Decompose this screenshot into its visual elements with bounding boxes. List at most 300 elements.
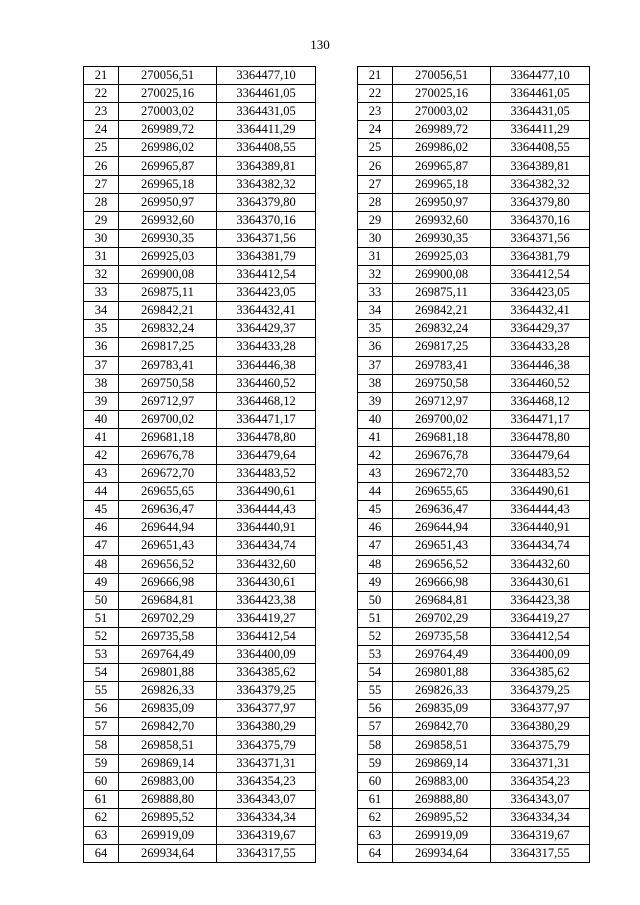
y-coordinate-cell: 3364483,52 <box>491 465 590 483</box>
y-coordinate-cell: 3364385,62 <box>491 664 590 682</box>
point-number-cell: 26 <box>84 157 119 175</box>
table-row <box>358 247 590 265</box>
y-coordinate-cell: 3364460,52 <box>491 374 590 392</box>
x-coordinate-cell: 269934,64 <box>119 845 217 863</box>
point-number-cell: 64 <box>84 845 119 863</box>
x-coordinate-cell: 269681,18 <box>393 428 491 446</box>
x-coordinate-cell: 269666,98 <box>119 573 217 591</box>
table-row <box>84 646 316 664</box>
table-row <box>358 845 590 863</box>
table-row <box>84 211 316 229</box>
x-coordinate-cell: 269989,72 <box>119 121 217 139</box>
table-row <box>84 591 316 609</box>
table-row <box>358 284 590 302</box>
point-number-cell: 24 <box>358 121 393 139</box>
y-coordinate-cell: 3364429,37 <box>491 320 590 338</box>
x-coordinate-cell: 269817,25 <box>119 338 217 356</box>
table-row <box>84 139 316 157</box>
x-coordinate-cell: 269869,14 <box>393 754 491 772</box>
table-row <box>358 266 590 284</box>
y-coordinate-cell: 3364468,12 <box>491 392 590 410</box>
y-coordinate-cell: 3364478,80 <box>217 428 316 446</box>
x-coordinate-cell: 269965,18 <box>119 175 217 193</box>
point-number-cell: 48 <box>358 555 393 573</box>
table-row <box>84 808 316 826</box>
point-number-cell: 52 <box>84 627 119 645</box>
y-coordinate-cell: 3364432,60 <box>217 555 316 573</box>
table-row <box>358 826 590 844</box>
y-coordinate-cell: 3364354,23 <box>217 772 316 790</box>
x-coordinate-cell: 269842,21 <box>119 302 217 320</box>
x-coordinate-cell: 269817,25 <box>393 338 491 356</box>
y-coordinate-cell: 3364371,56 <box>217 229 316 247</box>
y-coordinate-cell: 3364371,31 <box>217 754 316 772</box>
point-number-cell: 62 <box>84 808 119 826</box>
y-coordinate-cell: 3364379,25 <box>491 682 590 700</box>
point-number-cell: 30 <box>358 229 393 247</box>
y-coordinate-cell: 3364319,67 <box>491 826 590 844</box>
point-number-cell: 49 <box>84 573 119 591</box>
point-number-cell: 22 <box>358 85 393 103</box>
table-row <box>358 175 590 193</box>
point-number-cell: 24 <box>84 121 119 139</box>
point-number-cell: 37 <box>358 356 393 374</box>
x-coordinate-cell: 270056,51 <box>119 67 217 85</box>
x-coordinate-cell: 269925,03 <box>119 247 217 265</box>
point-number-cell: 42 <box>84 446 119 464</box>
y-coordinate-cell: 3364371,31 <box>491 754 590 772</box>
point-number-cell: 25 <box>84 139 119 157</box>
table-row <box>358 772 590 790</box>
x-coordinate-cell: 269842,70 <box>119 718 217 736</box>
x-coordinate-cell: 269702,29 <box>393 609 491 627</box>
y-coordinate-cell: 3364375,79 <box>217 736 316 754</box>
table-row <box>358 736 590 754</box>
point-number-cell: 26 <box>358 157 393 175</box>
x-coordinate-cell: 269883,00 <box>119 772 217 790</box>
point-number-cell: 46 <box>358 519 393 537</box>
x-coordinate-cell: 269826,33 <box>119 682 217 700</box>
table-row <box>358 211 590 229</box>
point-number-cell: 49 <box>358 573 393 591</box>
x-coordinate-cell: 269842,21 <box>393 302 491 320</box>
y-coordinate-cell: 3364377,97 <box>217 700 316 718</box>
x-coordinate-cell: 269712,97 <box>393 392 491 410</box>
y-coordinate-cell: 3364382,32 <box>491 175 590 193</box>
y-coordinate-cell: 3364431,05 <box>217 103 316 121</box>
table-row <box>358 718 590 736</box>
y-coordinate-cell: 3364411,29 <box>217 121 316 139</box>
table-row <box>84 157 316 175</box>
table-row <box>358 519 590 537</box>
table-row <box>84 85 316 103</box>
table-row <box>84 609 316 627</box>
point-number-cell: 51 <box>84 609 119 627</box>
point-number-cell: 63 <box>358 826 393 844</box>
y-coordinate-cell: 3364419,27 <box>491 609 590 627</box>
table-row <box>358 229 590 247</box>
x-coordinate-cell: 269986,02 <box>119 139 217 157</box>
point-number-cell: 56 <box>358 700 393 718</box>
table-row <box>358 646 590 664</box>
table-row <box>84 193 316 211</box>
y-coordinate-cell: 3364461,05 <box>491 85 590 103</box>
point-number-cell: 41 <box>84 428 119 446</box>
y-coordinate-cell: 3364370,16 <box>217 211 316 229</box>
point-number-cell: 29 <box>84 211 119 229</box>
table-row <box>84 754 316 772</box>
x-coordinate-cell: 269764,49 <box>393 646 491 664</box>
point-number-cell: 61 <box>84 790 119 808</box>
point-number-cell: 21 <box>84 67 119 85</box>
table-row <box>358 356 590 374</box>
table-row <box>358 374 590 392</box>
table-row <box>84 446 316 464</box>
x-coordinate-cell: 269900,08 <box>119 266 217 284</box>
point-number-cell: 27 <box>358 175 393 193</box>
table-row <box>358 338 590 356</box>
y-coordinate-cell: 3364400,09 <box>491 646 590 664</box>
y-coordinate-cell: 3364412,54 <box>217 627 316 645</box>
point-number-cell: 45 <box>84 501 119 519</box>
x-coordinate-cell: 269883,00 <box>393 772 491 790</box>
point-number-cell: 38 <box>358 374 393 392</box>
x-coordinate-cell: 269672,70 <box>119 465 217 483</box>
point-number-cell: 57 <box>358 718 393 736</box>
point-number-cell: 28 <box>358 193 393 211</box>
x-coordinate-cell: 269764,49 <box>119 646 217 664</box>
point-number-cell: 29 <box>358 211 393 229</box>
point-number-cell: 32 <box>358 266 393 284</box>
point-number-cell: 33 <box>84 284 119 302</box>
coordinates-table-right <box>357 66 590 863</box>
x-coordinate-cell: 269869,14 <box>119 754 217 772</box>
point-number-cell: 38 <box>84 374 119 392</box>
point-number-cell: 60 <box>84 772 119 790</box>
x-coordinate-cell: 269735,58 <box>393 627 491 645</box>
point-number-cell: 43 <box>84 465 119 483</box>
x-coordinate-cell: 269826,33 <box>393 682 491 700</box>
point-number-cell: 42 <box>358 446 393 464</box>
x-coordinate-cell: 269636,47 <box>119 501 217 519</box>
y-coordinate-cell: 3364479,64 <box>491 446 590 464</box>
y-coordinate-cell: 3364434,74 <box>491 537 590 555</box>
table-row <box>358 121 590 139</box>
point-number-cell: 56 <box>84 700 119 718</box>
x-coordinate-cell: 270025,16 <box>119 85 217 103</box>
point-number-cell: 64 <box>358 845 393 863</box>
point-number-cell: 32 <box>84 266 119 284</box>
point-number-cell: 51 <box>358 609 393 627</box>
x-coordinate-cell: 269900,08 <box>393 266 491 284</box>
x-coordinate-cell: 269700,02 <box>119 410 217 428</box>
x-coordinate-cell: 269965,18 <box>393 175 491 193</box>
x-coordinate-cell: 269681,18 <box>119 428 217 446</box>
y-coordinate-cell: 3364446,38 <box>491 356 590 374</box>
y-coordinate-cell: 3364423,38 <box>491 591 590 609</box>
point-number-cell: 58 <box>84 736 119 754</box>
x-coordinate-cell: 269783,41 <box>119 356 217 374</box>
x-coordinate-cell: 269989,72 <box>393 121 491 139</box>
point-number-cell: 34 <box>358 302 393 320</box>
x-coordinate-cell: 269644,94 <box>393 519 491 537</box>
table-row <box>358 428 590 446</box>
x-coordinate-cell: 269651,43 <box>393 537 491 555</box>
y-coordinate-cell: 3364379,80 <box>217 193 316 211</box>
x-coordinate-cell: 270003,02 <box>119 103 217 121</box>
y-coordinate-cell: 3364389,81 <box>217 157 316 175</box>
y-coordinate-cell: 3364412,54 <box>491 266 590 284</box>
x-coordinate-cell: 269895,52 <box>119 808 217 826</box>
y-coordinate-cell: 3364432,41 <box>217 302 316 320</box>
x-coordinate-cell: 269925,03 <box>393 247 491 265</box>
table-row <box>84 845 316 863</box>
point-number-cell: 62 <box>358 808 393 826</box>
table-row <box>358 483 590 501</box>
x-coordinate-cell: 269835,09 <box>119 700 217 718</box>
y-coordinate-cell: 3364385,62 <box>217 664 316 682</box>
table-row <box>84 374 316 392</box>
point-number-cell: 60 <box>358 772 393 790</box>
table-row <box>84 103 316 121</box>
y-coordinate-cell: 3364370,16 <box>491 211 590 229</box>
table-row <box>358 555 590 573</box>
y-coordinate-cell: 3364319,67 <box>217 826 316 844</box>
table-row <box>358 537 590 555</box>
table-row <box>84 627 316 645</box>
table-row <box>84 247 316 265</box>
point-number-cell: 27 <box>84 175 119 193</box>
y-coordinate-cell: 3364446,38 <box>217 356 316 374</box>
y-coordinate-cell: 3364343,07 <box>217 790 316 808</box>
point-number-cell: 43 <box>358 465 393 483</box>
point-number-cell: 34 <box>84 302 119 320</box>
table-row <box>84 573 316 591</box>
y-coordinate-cell: 3364440,91 <box>491 519 590 537</box>
table-row <box>84 175 316 193</box>
table-row <box>84 555 316 573</box>
table-row <box>84 736 316 754</box>
y-coordinate-cell: 3364430,61 <box>217 573 316 591</box>
point-number-cell: 58 <box>358 736 393 754</box>
y-coordinate-cell: 3364408,55 <box>491 139 590 157</box>
y-coordinate-cell: 3364478,80 <box>491 428 590 446</box>
y-coordinate-cell: 3364389,81 <box>491 157 590 175</box>
table-row <box>358 410 590 428</box>
y-coordinate-cell: 3364382,32 <box>217 175 316 193</box>
y-coordinate-cell: 3364343,07 <box>491 790 590 808</box>
y-coordinate-cell: 3364411,29 <box>491 121 590 139</box>
x-coordinate-cell: 269932,60 <box>393 211 491 229</box>
point-number-cell: 45 <box>358 501 393 519</box>
x-coordinate-cell: 269676,78 <box>119 446 217 464</box>
y-coordinate-cell: 3364477,10 <box>217 67 316 85</box>
point-number-cell: 47 <box>84 537 119 555</box>
coordinates-table-left <box>83 66 316 863</box>
y-coordinate-cell: 3364317,55 <box>217 845 316 863</box>
y-coordinate-cell: 3364317,55 <box>491 845 590 863</box>
y-coordinate-cell: 3364381,79 <box>491 247 590 265</box>
table-row <box>84 483 316 501</box>
y-coordinate-cell: 3364479,64 <box>217 446 316 464</box>
y-coordinate-cell: 3364334,34 <box>491 808 590 826</box>
table-row <box>358 139 590 157</box>
table-row <box>358 157 590 175</box>
table-row <box>358 664 590 682</box>
point-number-cell: 23 <box>358 103 393 121</box>
point-number-cell: 33 <box>358 284 393 302</box>
table-row <box>84 284 316 302</box>
x-coordinate-cell: 269651,43 <box>119 537 217 555</box>
table-row <box>84 356 316 374</box>
point-number-cell: 44 <box>358 483 393 501</box>
point-number-cell: 50 <box>358 591 393 609</box>
y-coordinate-cell: 3364423,38 <box>217 591 316 609</box>
x-coordinate-cell: 269702,29 <box>119 609 217 627</box>
y-coordinate-cell: 3364460,52 <box>217 374 316 392</box>
x-coordinate-cell: 269919,09 <box>119 826 217 844</box>
table-row <box>84 826 316 844</box>
x-coordinate-cell: 269676,78 <box>393 446 491 464</box>
point-number-cell: 47 <box>358 537 393 555</box>
table-row <box>358 609 590 627</box>
point-number-cell: 46 <box>84 519 119 537</box>
point-number-cell: 28 <box>84 193 119 211</box>
table-row <box>358 446 590 464</box>
x-coordinate-cell: 269875,11 <box>119 284 217 302</box>
table-row <box>358 754 590 772</box>
table-row <box>358 700 590 718</box>
table-row <box>84 320 316 338</box>
y-coordinate-cell: 3364490,61 <box>217 483 316 501</box>
x-coordinate-cell: 269919,09 <box>393 826 491 844</box>
x-coordinate-cell: 269930,35 <box>393 229 491 247</box>
y-coordinate-cell: 3364490,61 <box>491 483 590 501</box>
point-number-cell: 25 <box>358 139 393 157</box>
point-number-cell: 44 <box>84 483 119 501</box>
y-coordinate-cell: 3364440,91 <box>217 519 316 537</box>
y-coordinate-cell: 3364430,61 <box>491 573 590 591</box>
table-row <box>358 103 590 121</box>
x-coordinate-cell: 269656,52 <box>119 555 217 573</box>
point-number-cell: 55 <box>358 682 393 700</box>
x-coordinate-cell: 269750,58 <box>119 374 217 392</box>
y-coordinate-cell: 3364412,54 <box>217 266 316 284</box>
x-coordinate-cell: 270056,51 <box>393 67 491 85</box>
point-number-cell: 30 <box>84 229 119 247</box>
point-number-cell: 54 <box>84 664 119 682</box>
x-coordinate-cell: 269950,97 <box>119 193 217 211</box>
x-coordinate-cell: 269888,80 <box>119 790 217 808</box>
x-coordinate-cell: 270003,02 <box>393 103 491 121</box>
table-row <box>84 392 316 410</box>
x-coordinate-cell: 269986,02 <box>393 139 491 157</box>
table-row <box>84 121 316 139</box>
table-row <box>358 193 590 211</box>
table-row <box>84 519 316 537</box>
x-coordinate-cell: 269965,87 <box>119 157 217 175</box>
point-number-cell: 35 <box>358 320 393 338</box>
table-row <box>358 392 590 410</box>
table-row <box>358 465 590 483</box>
table-row <box>84 67 316 85</box>
point-number-cell: 36 <box>84 338 119 356</box>
x-coordinate-cell: 269666,98 <box>393 573 491 591</box>
y-coordinate-cell: 3364477,10 <box>491 67 590 85</box>
x-coordinate-cell: 269712,97 <box>119 392 217 410</box>
point-number-cell: 55 <box>84 682 119 700</box>
table-row <box>358 573 590 591</box>
y-coordinate-cell: 3364433,28 <box>491 338 590 356</box>
point-number-cell: 53 <box>84 646 119 664</box>
x-coordinate-cell: 269656,52 <box>393 555 491 573</box>
y-coordinate-cell: 3364444,43 <box>491 501 590 519</box>
table-row <box>358 627 590 645</box>
x-coordinate-cell: 269950,97 <box>393 193 491 211</box>
table-row <box>358 302 590 320</box>
y-coordinate-cell: 3364408,55 <box>217 139 316 157</box>
table-row <box>84 718 316 736</box>
y-coordinate-cell: 3364354,23 <box>491 772 590 790</box>
table-row <box>358 85 590 103</box>
table-row <box>84 229 316 247</box>
x-coordinate-cell: 269888,80 <box>393 790 491 808</box>
table-row <box>358 67 590 85</box>
point-number-cell: 57 <box>84 718 119 736</box>
y-coordinate-cell: 3364400,09 <box>217 646 316 664</box>
y-coordinate-cell: 3364371,56 <box>491 229 590 247</box>
x-coordinate-cell: 269932,60 <box>119 211 217 229</box>
table-row <box>84 537 316 555</box>
y-coordinate-cell: 3364471,17 <box>217 410 316 428</box>
point-number-cell: 59 <box>358 754 393 772</box>
x-coordinate-cell: 269644,94 <box>119 519 217 537</box>
table-row <box>84 664 316 682</box>
point-number-cell: 40 <box>358 410 393 428</box>
y-coordinate-cell: 3364468,12 <box>217 392 316 410</box>
table-row <box>84 700 316 718</box>
y-coordinate-cell: 3364471,17 <box>491 410 590 428</box>
x-coordinate-cell: 269684,81 <box>393 591 491 609</box>
y-coordinate-cell: 3364419,27 <box>217 609 316 627</box>
point-number-cell: 22 <box>84 85 119 103</box>
table-row <box>358 501 590 519</box>
y-coordinate-cell: 3364461,05 <box>217 85 316 103</box>
point-number-cell: 39 <box>358 392 393 410</box>
point-number-cell: 52 <box>358 627 393 645</box>
y-coordinate-cell: 3364380,29 <box>491 718 590 736</box>
y-coordinate-cell: 3364375,79 <box>491 736 590 754</box>
y-coordinate-cell: 3364432,41 <box>491 302 590 320</box>
y-coordinate-cell: 3364412,54 <box>491 627 590 645</box>
x-coordinate-cell: 269895,52 <box>393 808 491 826</box>
table-row <box>84 266 316 284</box>
point-number-cell: 54 <box>358 664 393 682</box>
y-coordinate-cell: 3364377,97 <box>491 700 590 718</box>
y-coordinate-cell: 3364483,52 <box>217 465 316 483</box>
y-coordinate-cell: 3364429,37 <box>217 320 316 338</box>
table-row <box>358 790 590 808</box>
x-coordinate-cell: 269832,24 <box>393 320 491 338</box>
table-row <box>358 320 590 338</box>
point-number-cell: 35 <box>84 320 119 338</box>
x-coordinate-cell: 269934,64 <box>393 845 491 863</box>
x-coordinate-cell: 269636,47 <box>393 501 491 519</box>
y-coordinate-cell: 3364423,05 <box>491 284 590 302</box>
x-coordinate-cell: 269672,70 <box>393 465 491 483</box>
table-row <box>84 338 316 356</box>
table-row <box>84 682 316 700</box>
